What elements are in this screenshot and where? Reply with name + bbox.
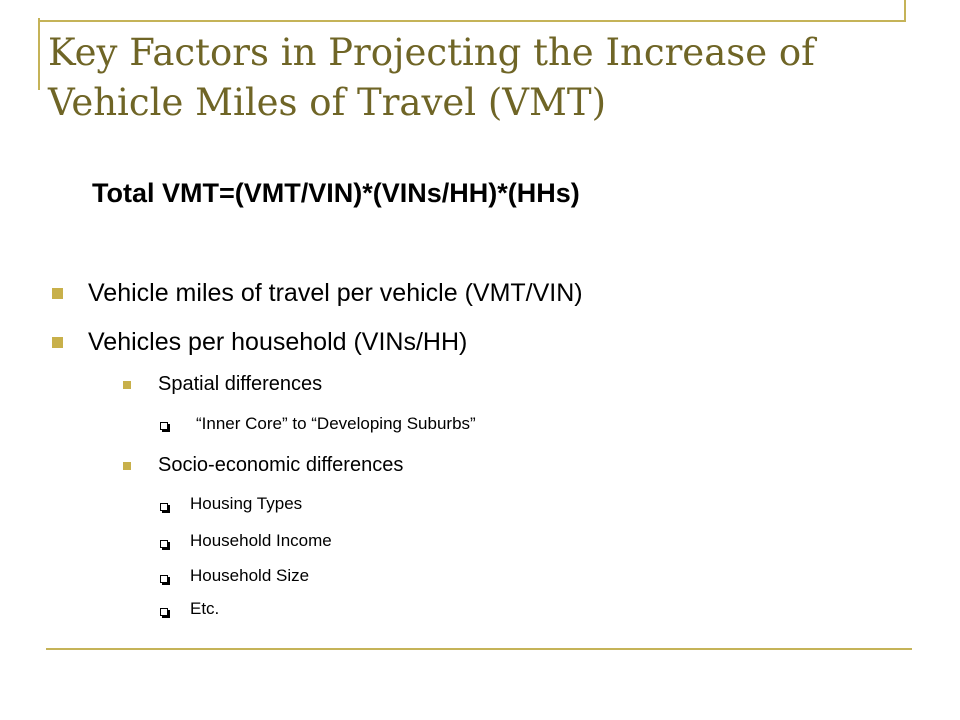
bullet-vehicles-per-household: Vehicles per household (VINs/HH) xyxy=(88,328,468,356)
square-bullet-icon xyxy=(123,381,131,389)
square-bullet-icon xyxy=(52,337,63,348)
sub-bullet-socio-economic-differences: Socio-economic differences xyxy=(158,454,404,476)
slide-title: Key Factors in Projecting the Increase of Vehicle Miles of Travel (VMT) xyxy=(48,31,815,124)
bottom-rule xyxy=(46,648,912,650)
hollow-square-bullet-icon xyxy=(160,608,168,616)
hollow-square-bullet-icon xyxy=(160,575,168,583)
bullet-vmt-per-vehicle: Vehicle miles of travel per vehicle (VMT/VIN) xyxy=(88,279,583,307)
socio-item-etc: Etc. xyxy=(190,599,220,618)
sub-bullet-spatial-differences: Spatial differences xyxy=(158,373,323,395)
hollow-square-bullet-icon xyxy=(160,503,168,511)
right-rule xyxy=(904,0,906,22)
socio-item-housing-types: Housing Types xyxy=(190,494,303,513)
socio-item-household-income: Household Income xyxy=(190,531,332,550)
square-bullet-icon xyxy=(123,462,131,470)
socio-item-household-size: Household Size xyxy=(190,566,310,585)
spatial-item-inner-core: “Inner Core” to “Developing Suburbs” xyxy=(196,414,476,433)
vmt-formula: Total VMT=(VMT/VIN)*(VINs/HH)*(HHs) xyxy=(92,178,580,208)
hollow-square-bullet-icon xyxy=(160,540,168,548)
square-bullet-icon xyxy=(52,288,63,299)
left-rule xyxy=(38,18,40,90)
top-rule xyxy=(40,20,906,22)
hollow-square-bullet-icon xyxy=(160,422,168,430)
